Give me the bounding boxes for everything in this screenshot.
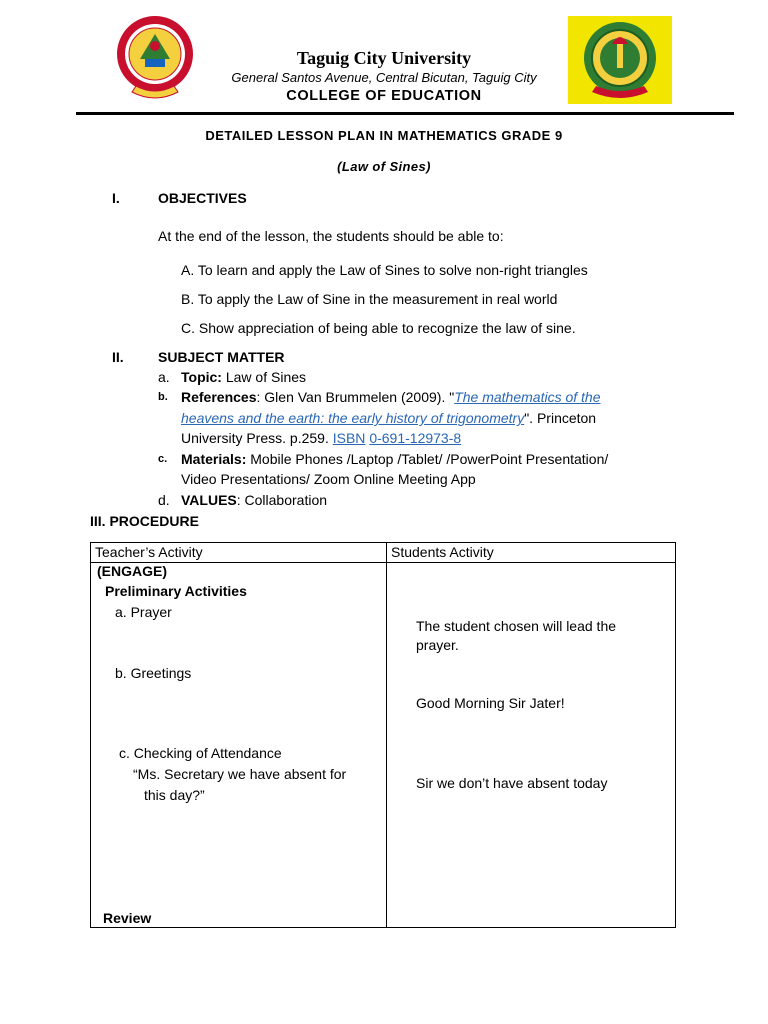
students-activity-cell: [387, 563, 676, 928]
student-prayer-response-2: prayer.: [416, 637, 459, 653]
prayer-item: a. Prayer: [115, 604, 172, 620]
topic-label: Topic:: [181, 369, 222, 385]
greetings-item: b. Greetings: [115, 665, 192, 681]
objective-item: [181, 318, 576, 338]
procedure-heading: III. PROCEDURE: [90, 513, 199, 529]
materials-label: Materials:: [181, 451, 247, 467]
procedure-table: [90, 542, 676, 928]
student-prayer-response-1: The student chosen will lead the: [416, 618, 617, 634]
values-line: VALUES: Collaboration: [181, 492, 328, 508]
university-seal-logo: [112, 14, 198, 104]
attendance-quote-line-2: this day?”: [144, 787, 205, 803]
isbn-link[interactable]: ISBN: [332, 430, 366, 446]
objective-letter: B.: [181, 291, 195, 307]
university-name: Taguig City University: [296, 48, 472, 68]
lesson-plan-subtitle: (Law of Sines): [337, 159, 431, 174]
values-letter: d.: [158, 492, 170, 508]
engage-label: (ENGAGE): [97, 563, 167, 579]
materials-line-1: Materials: Mobile Phones /Laptop /Tablet/ /PowerPoint Presentation/: [181, 451, 609, 467]
objective-item: [181, 289, 557, 309]
table-row: [91, 563, 676, 928]
objective-text: To learn and apply the Law of Sines to solve non-right triangles: [197, 262, 588, 278]
teacher-activity-cell: [91, 563, 387, 928]
references-line-2: heavens and the earth: the early history of trigonometry". Princeton: [181, 410, 597, 426]
materials-letter: c.: [158, 453, 168, 465]
university-address: General Santos Avenue, Central Bicutan, Taguig City: [231, 70, 537, 85]
review-label: Review: [103, 910, 152, 926]
subject-matter-numeral: II.: [112, 349, 124, 365]
student-greeting-response: Good Morning Sir Jater!: [416, 695, 565, 711]
references-letter: b.: [158, 391, 168, 403]
subject-matter-heading: SUBJECT MATTER: [158, 349, 285, 365]
references-line-1: References: Glen Van Brummelen (2009). "The mathematics of the: [181, 389, 601, 405]
students-activity-header: Students Activity: [387, 543, 676, 563]
materials-line-2: Video Presentations/ Zoom Online Meeting App: [181, 471, 476, 487]
reference-title-link[interactable]: heavens and the earth: the early history of trigonometry: [181, 410, 525, 426]
objectives-heading: OBJECTIVES: [158, 190, 247, 206]
references-label: References: [181, 389, 257, 405]
lesson-plan-title: DETAILED LESSON PLAN IN MATHEMATICS GRADE 9: [205, 128, 563, 143]
objective-text: To apply the Law of Sine in the measurement in real world: [197, 291, 558, 307]
attendance-quote-line-1: “Ms. Secretary we have absent for: [133, 766, 347, 782]
attendance-item: c. Checking of Attendance: [119, 745, 282, 761]
topic-line: [181, 367, 306, 387]
college-name: COLLEGE OF EDUCATION: [286, 88, 482, 104]
topic-value: Law of Sines: [221, 369, 307, 385]
objectives-intro: At the end of the lesson, the students should be able to:: [158, 228, 504, 244]
student-attendance-response: Sir we don’t have absent today: [416, 775, 608, 791]
preliminary-activities-label: Preliminary Activities: [105, 583, 247, 599]
teacher-activity-header: Teacher’s Activity: [91, 543, 387, 563]
topic-letter: a.: [158, 369, 170, 385]
objective-item: [181, 260, 588, 280]
reference-title-link[interactable]: The mathematics of the: [454, 389, 601, 405]
objective-text: Show appreciation of being able to recognize the law of sine.: [198, 320, 576, 336]
objectives-numeral: I.: [112, 190, 120, 206]
objective-letter: A.: [181, 262, 195, 278]
isbn-number-link[interactable]: 0-691-12973-8: [369, 430, 462, 446]
college-seal-logo: [568, 16, 672, 104]
table-header-row: [91, 543, 676, 563]
references-line-3: University Press. p.259. ISBN 0-691-12973-8: [181, 430, 462, 446]
values-label: VALUES: [181, 492, 237, 508]
header-rule: [76, 112, 734, 115]
objective-letter: C.: [181, 320, 195, 336]
